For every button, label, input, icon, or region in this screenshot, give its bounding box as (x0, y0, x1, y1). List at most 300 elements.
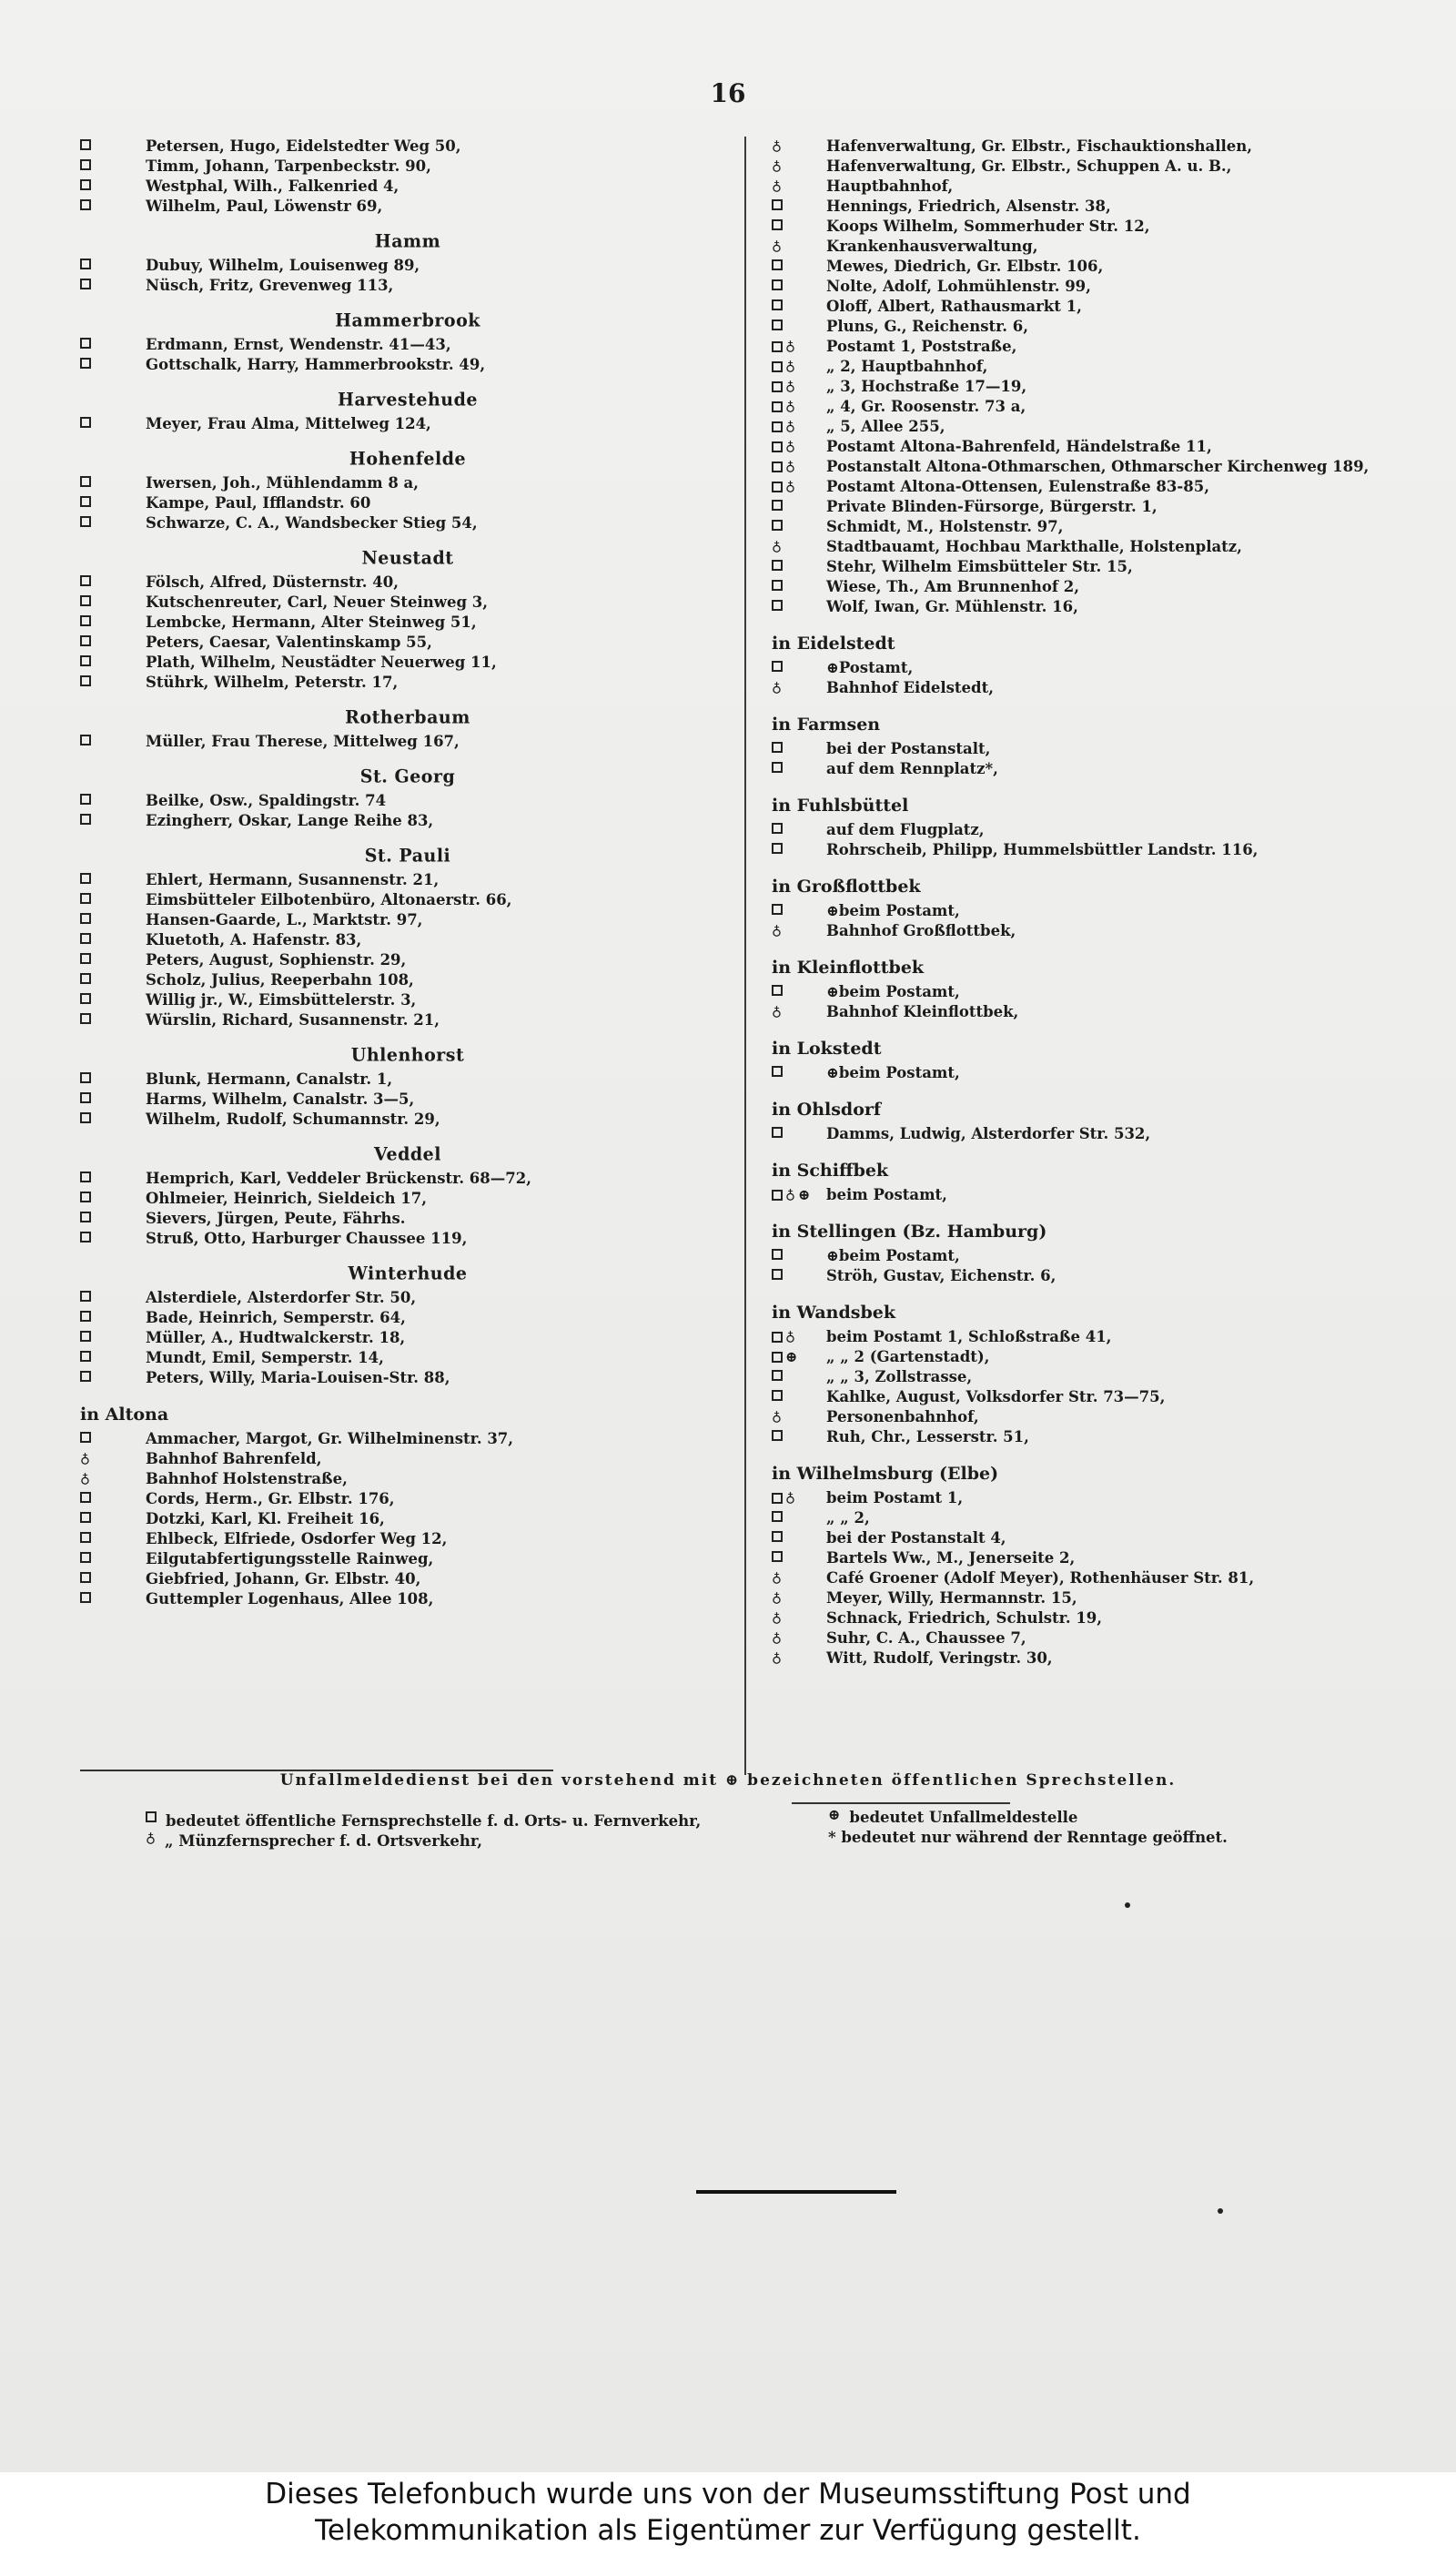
section-heading: Hohenfelde (349, 448, 467, 470)
phone-box-icon (80, 417, 91, 428)
unfall-note: Unfallmeldedienst bei den vorstehend mit ⊕ bezeichneten öffentlichen Sprechstellen. (279, 1771, 1177, 1790)
entry-text: Wilhelm, Rudolf, Schumannstr. 29, (146, 1111, 440, 1128)
entry-text: Bahnhof Kleinflottbek, (826, 1003, 1019, 1020)
directory-entry (772, 1327, 1390, 1347)
entry-icons (772, 1367, 826, 1381)
directory-entry (772, 317, 1390, 337)
coin-phone-icon: ♁ (772, 178, 782, 194)
entry-text: Eilgutabfertigungsstelle Rainweg, (146, 1550, 434, 1567)
entry-icons (772, 277, 826, 290)
entry-icons (80, 1308, 146, 1322)
coin-phone-icon: ♁ (772, 538, 782, 554)
section-heading: in Farmsen (772, 715, 881, 735)
entry-icons (80, 613, 146, 626)
entry-text: Giebfried, Johann, Gr. Elbstr. 40, (146, 1570, 421, 1587)
banner-line-1: Dieses Telefonbuch wurde uns von der Museumsstiftung Post und (265, 2478, 1191, 2510)
entry-icons (772, 840, 826, 854)
coin-phone-icon: ♁ (772, 1003, 782, 1019)
entry-text: Hemprich, Karl, Veddeler Brückenstr. 68—72, (146, 1170, 531, 1187)
section-heading: in Kleinflottbek (772, 958, 925, 978)
entry-text: „ 5, Allee 255, (826, 418, 945, 435)
section-heading: in Lokstedt (772, 1039, 882, 1059)
phone-box-icon (80, 1572, 91, 1583)
phone-box-icon (80, 675, 91, 686)
entry-icons (772, 237, 826, 253)
entry-text: auf dem Flugplatz, (826, 821, 985, 838)
entry-text: Peters, Caesar, Valentinskamp 55, (146, 634, 432, 651)
phone-box-icon (80, 1192, 91, 1202)
entry-icons (772, 217, 826, 230)
entry-icons (772, 1063, 826, 1077)
entry-text: Struß, Otto, Harburger Chaussee 119, (146, 1230, 468, 1247)
directory-entry (80, 1288, 735, 1308)
directory-entry (772, 597, 1390, 617)
entry-text: Hauptbahnhof, (826, 178, 954, 195)
entry-text: Damms, Ludwig, Alsterdorfer Str. 532, (826, 1125, 1151, 1142)
legend-entry (828, 1828, 1374, 1848)
entry-text: Nolte, Adolf, Lohmühlenstr. 99, (826, 278, 1091, 295)
legend-entry (828, 1808, 1374, 1828)
entry-icons (772, 357, 826, 373)
entry-text: Ammacher, Margot, Gr. Wilhelminenstr. 37, (146, 1430, 514, 1447)
column-divider (744, 137, 746, 1775)
accident-report-icon: ⊕ (797, 1186, 811, 1203)
directory-entry (772, 759, 1390, 779)
phone-box-icon (80, 1232, 91, 1242)
entry-icons (772, 537, 826, 553)
entry-text: bei der Postanstalt, (826, 740, 991, 757)
entry-text: beim Postamt, (826, 1186, 947, 1203)
entry-icons (80, 1070, 146, 1083)
entry-icons (80, 573, 146, 586)
entry-icons (772, 1347, 826, 1364)
phone-box-icon (772, 279, 783, 290)
entry-text: Würslin, Richard, Susannenstr. 21, (146, 1011, 440, 1029)
phone-box-icon (772, 560, 783, 571)
phone-box-icon (80, 1592, 91, 1603)
entry-text: Witt, Rudolf, Veringstr. 30, (826, 1649, 1053, 1667)
entry-text: Ehlert, Hermann, Susannenstr. 21, (146, 871, 440, 888)
phone-box-icon (80, 279, 91, 289)
phone-box-icon (772, 762, 783, 773)
phone-box-icon (80, 1112, 91, 1123)
entry-icons (772, 1528, 826, 1542)
entry-text: Hennings, Friedrich, Alsenstr. 38, (826, 198, 1111, 215)
directory-entry (772, 417, 1390, 437)
section-heading: St. Pauli (364, 845, 451, 867)
phone-box-icon (80, 199, 91, 210)
entry-text: Scholz, Julius, Reeperbahn 108, (146, 971, 414, 989)
accident-report-icon: ⊕ (828, 1806, 841, 1823)
directory-entry (772, 237, 1390, 257)
entry-text: Mundt, Emil, Semperstr. 14, (146, 1349, 384, 1366)
legend-entry (146, 1811, 764, 1831)
section-heading: Winterhude (348, 1263, 468, 1284)
coin-phone-icon: ♁ (772, 1589, 782, 1606)
entry-text: Peters, Willy, Maria-Louisen-Str. 88, (146, 1369, 450, 1386)
directory-entry (772, 1124, 1390, 1144)
phone-box-icon (80, 575, 91, 586)
speck (1125, 1902, 1130, 1908)
entry-text: Ströh, Gustav, Eichenstr. 6, (826, 1267, 1057, 1284)
directory-entry (772, 1246, 1390, 1266)
entry-icons (772, 678, 826, 695)
entry-text: „ „ 2, (826, 1509, 870, 1526)
entry-icons (772, 417, 826, 433)
phone-box-icon (80, 893, 91, 904)
phone-box-icon (80, 1331, 91, 1342)
entry-icons (772, 577, 826, 591)
directory-entry (772, 257, 1390, 277)
directory-entry (80, 1449, 735, 1469)
coin-phone-icon: ♁ (785, 1186, 795, 1202)
phone-box-icon (772, 1127, 783, 1138)
directory-entry (772, 840, 1390, 860)
phone-box-icon (772, 199, 783, 210)
phone-box-icon (80, 595, 91, 606)
ownership-banner (0, 2472, 1456, 2556)
phone-box-icon (772, 1249, 783, 1260)
directory-entry (772, 1608, 1390, 1628)
entry-text: Ehlbeck, Elfriede, Osdorfer Weg 12, (146, 1530, 448, 1547)
directory-entry (772, 921, 1390, 941)
legend-text: bedeutet Unfallmeldestelle (849, 1809, 1078, 1826)
directory-entry (80, 197, 735, 217)
phone-box-icon (80, 873, 91, 884)
entry-icons (772, 901, 826, 915)
phone-box-icon (772, 520, 783, 531)
directory-entry (772, 357, 1390, 377)
directory-entry (772, 1407, 1390, 1427)
directory-entry (80, 970, 735, 990)
coin-phone-icon: ♁ (785, 378, 795, 394)
entry-text: Postanstalt Altona-Othmarschen, Othmarscher Kirchenweg 189, (826, 458, 1370, 475)
entry-text: Schmidt, M., Holstenstr. 97, (826, 518, 1064, 535)
phone-box-icon (772, 985, 783, 996)
phone-box-icon (80, 1492, 91, 1503)
directory-entry (772, 177, 1390, 197)
section-heading: Harvestehude (338, 389, 478, 411)
coin-phone-icon: ♁ (80, 1450, 90, 1466)
phone-box-icon (772, 1551, 783, 1562)
entry-icons (772, 1588, 826, 1605)
entry-icons (772, 297, 826, 310)
entry-icons (80, 1348, 146, 1362)
phone-box-icon (772, 299, 783, 310)
phone-box-icon (772, 1352, 783, 1363)
entry-text: ⊕beim Postamt, (826, 983, 960, 1000)
directory-entry (80, 355, 735, 375)
phone-box-icon (80, 1092, 91, 1103)
coin-phone-icon: ♁ (772, 1629, 782, 1646)
directory-entry (772, 477, 1390, 497)
coin-phone-icon: ♁ (785, 1328, 795, 1344)
entry-text: „ „ 3, Zollstrasse, (826, 1368, 973, 1385)
section-heading: Hamm (374, 230, 441, 252)
entry-text: Müller, A., Hudtwalckerstr. 18, (146, 1329, 406, 1346)
phone-box-icon (80, 1512, 91, 1523)
phone-box-icon (772, 219, 783, 230)
directory-entry (80, 1429, 735, 1449)
banner-line-2: Telekommunikation als Eigentümer zur Verfügung gestellt. (315, 2514, 1141, 2547)
coin-phone-icon: ♁ (772, 679, 782, 695)
entry-text: Wilhelm, Paul, Löwenstr 69, (146, 198, 383, 215)
entry-icons (772, 1387, 826, 1401)
directory-entry (772, 517, 1390, 537)
phone-box-icon (772, 361, 783, 372)
directory-entry (772, 397, 1390, 417)
entry-text: Private Blinden-Fürsorge, Bürgerstr. 1, (826, 498, 1158, 515)
entry-text: Harms, Wilhelm, Canalstr. 3—5, (146, 1090, 415, 1108)
directory-entry (772, 157, 1390, 177)
directory-entry (80, 414, 735, 434)
section-heading: in Wandsbek (772, 1303, 895, 1323)
phone-box-icon (772, 1190, 783, 1201)
directory-entry (80, 910, 735, 930)
entry-icons (772, 739, 826, 753)
entry-text: Alsterdiele, Alsterdorfer Str. 50, (146, 1289, 417, 1306)
directory-entry (80, 1010, 735, 1030)
coin-phone-icon: ♁ (785, 458, 795, 474)
entry-icons (80, 276, 146, 289)
coin-phone-icon: ♁ (772, 238, 782, 254)
entry-icons (80, 1288, 146, 1302)
entry-icons (772, 1002, 826, 1019)
directory-entry (80, 613, 735, 633)
directory-entry (80, 950, 735, 970)
directory-entry (772, 437, 1390, 457)
entry-text: Dubuy, Wilhelm, Louisenweg 89, (146, 257, 420, 274)
directory-entry (80, 1169, 735, 1189)
entry-text: Krankenhausverwaltung, (826, 238, 1038, 255)
directory-entry (772, 137, 1390, 157)
directory-entry (772, 658, 1390, 678)
entry-icons (772, 197, 826, 210)
end-rule (696, 2190, 896, 2194)
directory-entry (772, 337, 1390, 357)
entry-icons (80, 1328, 146, 1342)
entry-icons (772, 1608, 826, 1625)
entry-text: Nüsch, Fritz, Grevenweg 113, (146, 277, 394, 294)
entry-text: Dotzki, Karl, Kl. Freiheit 16, (146, 1510, 385, 1527)
entry-icons (80, 732, 146, 746)
directory-entry (772, 297, 1390, 317)
phone-box-icon (80, 1291, 91, 1302)
directory-entry (772, 557, 1390, 577)
phone-box-icon (80, 735, 91, 746)
section-heading: Veddel (374, 1143, 441, 1165)
phone-box-icon (772, 500, 783, 511)
entry-icons (772, 257, 826, 270)
directory-entry (80, 791, 735, 811)
legend-text: „ Münzfernsprecher f. d. Ortsverkehr, (164, 1832, 483, 1850)
entry-text: Koops Wilhelm, Sommerhuder Str. 12, (826, 218, 1150, 235)
section-heading: in Ohlsdorf (772, 1100, 882, 1120)
entry-text: ⊕beim Postamt, (826, 1247, 960, 1264)
entry-text: Plath, Wilhelm, Neustädter Neuerweg 11, (146, 654, 497, 671)
phone-box-icon (80, 655, 91, 666)
directory-entry (772, 1548, 1390, 1568)
entry-icons (80, 1509, 146, 1523)
directory-entry (772, 277, 1390, 297)
directory-entry (772, 1488, 1390, 1508)
entry-text: Guttempler Logenhaus, Allee 108, (146, 1590, 434, 1608)
coin-phone-icon: ♁ (785, 478, 795, 494)
coin-phone-icon: ♁ (785, 338, 795, 354)
directory-entry (80, 1469, 735, 1489)
right-column (772, 137, 1390, 1668)
entry-icons (80, 593, 146, 606)
entry-icons (80, 256, 146, 269)
entry-icons (80, 970, 146, 984)
directory-entry (772, 1648, 1390, 1668)
section-heading: Rotherbaum (345, 706, 470, 728)
entry-text: Kutschenreuter, Carl, Neuer Steinweg 3, (146, 593, 489, 611)
phone-box-icon (772, 341, 783, 352)
section-heading: St. Georg (359, 766, 456, 787)
section-heading: in Schiffbek (772, 1161, 889, 1181)
directory-entry (772, 901, 1390, 921)
phone-box-icon (772, 441, 783, 452)
directory-entry (772, 1387, 1390, 1407)
entry-icons (80, 930, 146, 944)
directory-entry (772, 1367, 1390, 1387)
entry-text: Mewes, Diedrich, Gr. Elbstr. 106, (826, 258, 1104, 275)
directory-entry (772, 457, 1390, 477)
entry-text: Ohlmeier, Heinrich, Sieldeich 17, (146, 1190, 427, 1207)
phone-box-icon (772, 742, 783, 753)
entry-text: Kampe, Paul, Ifflandstr. 60 (146, 494, 371, 512)
entry-text: beim Postamt 1, Schloßstraße 41, (826, 1328, 1112, 1345)
phone-box-icon (80, 635, 91, 646)
directory-entry (80, 335, 735, 355)
entry-text: Stührk, Wilhelm, Peterstr. 17, (146, 674, 399, 691)
directory-entry (80, 930, 735, 950)
phone-box-icon (80, 1212, 91, 1222)
entry-text: Westphal, Wilh., Falkenried 4, (146, 178, 399, 195)
coin-phone-icon: ♁ (785, 438, 795, 454)
coin-phone-icon: ♁ (772, 137, 782, 154)
coin-phone-icon: ♁ (146, 1830, 156, 1846)
legend-text: * bedeutet nur während der Renntage geöffnet. (828, 1829, 1228, 1846)
section-heading: in Altona (80, 1405, 169, 1425)
directory-entry (772, 678, 1390, 698)
section-heading: in Stellingen (Bz. Hamburg) (772, 1222, 1047, 1242)
phone-box-icon (80, 1311, 91, 1322)
directory-entry (772, 377, 1390, 397)
directory-entry (772, 1628, 1390, 1648)
phone-box-icon (80, 1552, 91, 1563)
entry-icons (80, 1469, 146, 1486)
entry-icons (772, 982, 826, 996)
directory-entry (772, 1588, 1390, 1608)
directory-entry (80, 1569, 735, 1589)
entry-text: „ 3, Hochstraße 17—19, (826, 378, 1027, 395)
directory-entry (772, 1568, 1390, 1588)
entry-text: Kluetoth, A. Hafenstr. 83, (146, 931, 362, 948)
directory-entry (772, 982, 1390, 1002)
directory-entry (772, 1063, 1390, 1083)
entry-icons (80, 1429, 146, 1443)
directory-entry (80, 673, 735, 693)
entry-text: Schnack, Friedrich, Schulstr. 19, (826, 1609, 1103, 1627)
entry-text: Blunk, Hermann, Canalstr. 1, (146, 1070, 393, 1088)
entry-icons (772, 1246, 826, 1260)
entry-icons (772, 397, 826, 413)
left-column (80, 137, 735, 1609)
directory-entry (80, 732, 735, 752)
phone-box-icon (772, 381, 783, 392)
phone-box-icon (80, 358, 91, 369)
directory-entry (80, 633, 735, 653)
entry-text: bei der Postanstalt 4, (826, 1529, 1006, 1547)
directory-entry (80, 1308, 735, 1328)
entry-icons (80, 1209, 146, 1222)
entry-icons (80, 157, 146, 170)
directory-entry (80, 890, 735, 910)
entry-icons (772, 921, 826, 938)
phone-box-icon (80, 1013, 91, 1024)
entry-icons (80, 811, 146, 825)
entry-text: Bahnhof Holstenstraße, (146, 1470, 348, 1487)
phone-box-icon (772, 1430, 783, 1441)
entry-icons (80, 1569, 146, 1583)
entry-text: Peters, August, Sophienstr. 29, (146, 951, 407, 969)
phone-box-icon (146, 1811, 157, 1822)
phone-box-icon (80, 615, 91, 626)
entry-icons (772, 317, 826, 330)
directory-entry (80, 493, 735, 513)
directory-entry (80, 1529, 735, 1549)
entry-text: Sievers, Jürgen, Peute, Fährhs. (146, 1210, 406, 1227)
entry-text: Fölsch, Alfred, Düsternstr. 40, (146, 573, 399, 591)
directory-entry (80, 870, 735, 890)
directory-entry (772, 1508, 1390, 1528)
section-heading: in Großflottbek (772, 877, 921, 897)
directory-entry (772, 1427, 1390, 1447)
phone-box-icon (772, 320, 783, 330)
entry-text: Oloff, Albert, Rathausmarkt 1, (826, 298, 1082, 315)
entry-text: Ruh, Chr., Lesserstr. 51, (826, 1428, 1029, 1445)
entry-icons (772, 157, 826, 173)
directory-entry (80, 811, 735, 831)
phone-box-icon (772, 1332, 783, 1343)
footnote-rule-right (792, 1802, 1010, 1804)
entry-icons (80, 1169, 146, 1182)
directory-entry (80, 1368, 735, 1388)
entry-text: Ezingherr, Oskar, Lange Reihe 83, (146, 812, 434, 829)
directory-entry (80, 1110, 735, 1130)
section-heading: Neustadt (361, 547, 454, 569)
entry-icons (80, 1229, 146, 1242)
entry-icons (80, 1529, 146, 1543)
entry-icons (772, 1508, 826, 1522)
phone-box-icon (772, 401, 783, 412)
directory-entry (80, 473, 735, 493)
entry-icons (80, 473, 146, 487)
entry-text: Kahlke, August, Volksdorfer Str. 73—75, (826, 1388, 1166, 1405)
entry-icons (772, 477, 826, 493)
entry-text: Bade, Heinrich, Semperstr. 64, (146, 1309, 406, 1326)
phone-box-icon (772, 1269, 783, 1280)
entry-text: Café Groener (Adolf Meyer), Rothenhäuser Str. 81, (826, 1569, 1255, 1587)
phone-box-icon (772, 421, 783, 432)
entry-icons (80, 197, 146, 210)
entry-text: Wiese, Th., Am Brunnenhof 2, (826, 578, 1079, 595)
phone-box-icon (80, 159, 91, 170)
entry-text: Erdmann, Ernst, Wendenstr. 41—43, (146, 336, 451, 353)
coin-phone-icon: ♁ (772, 1569, 782, 1586)
